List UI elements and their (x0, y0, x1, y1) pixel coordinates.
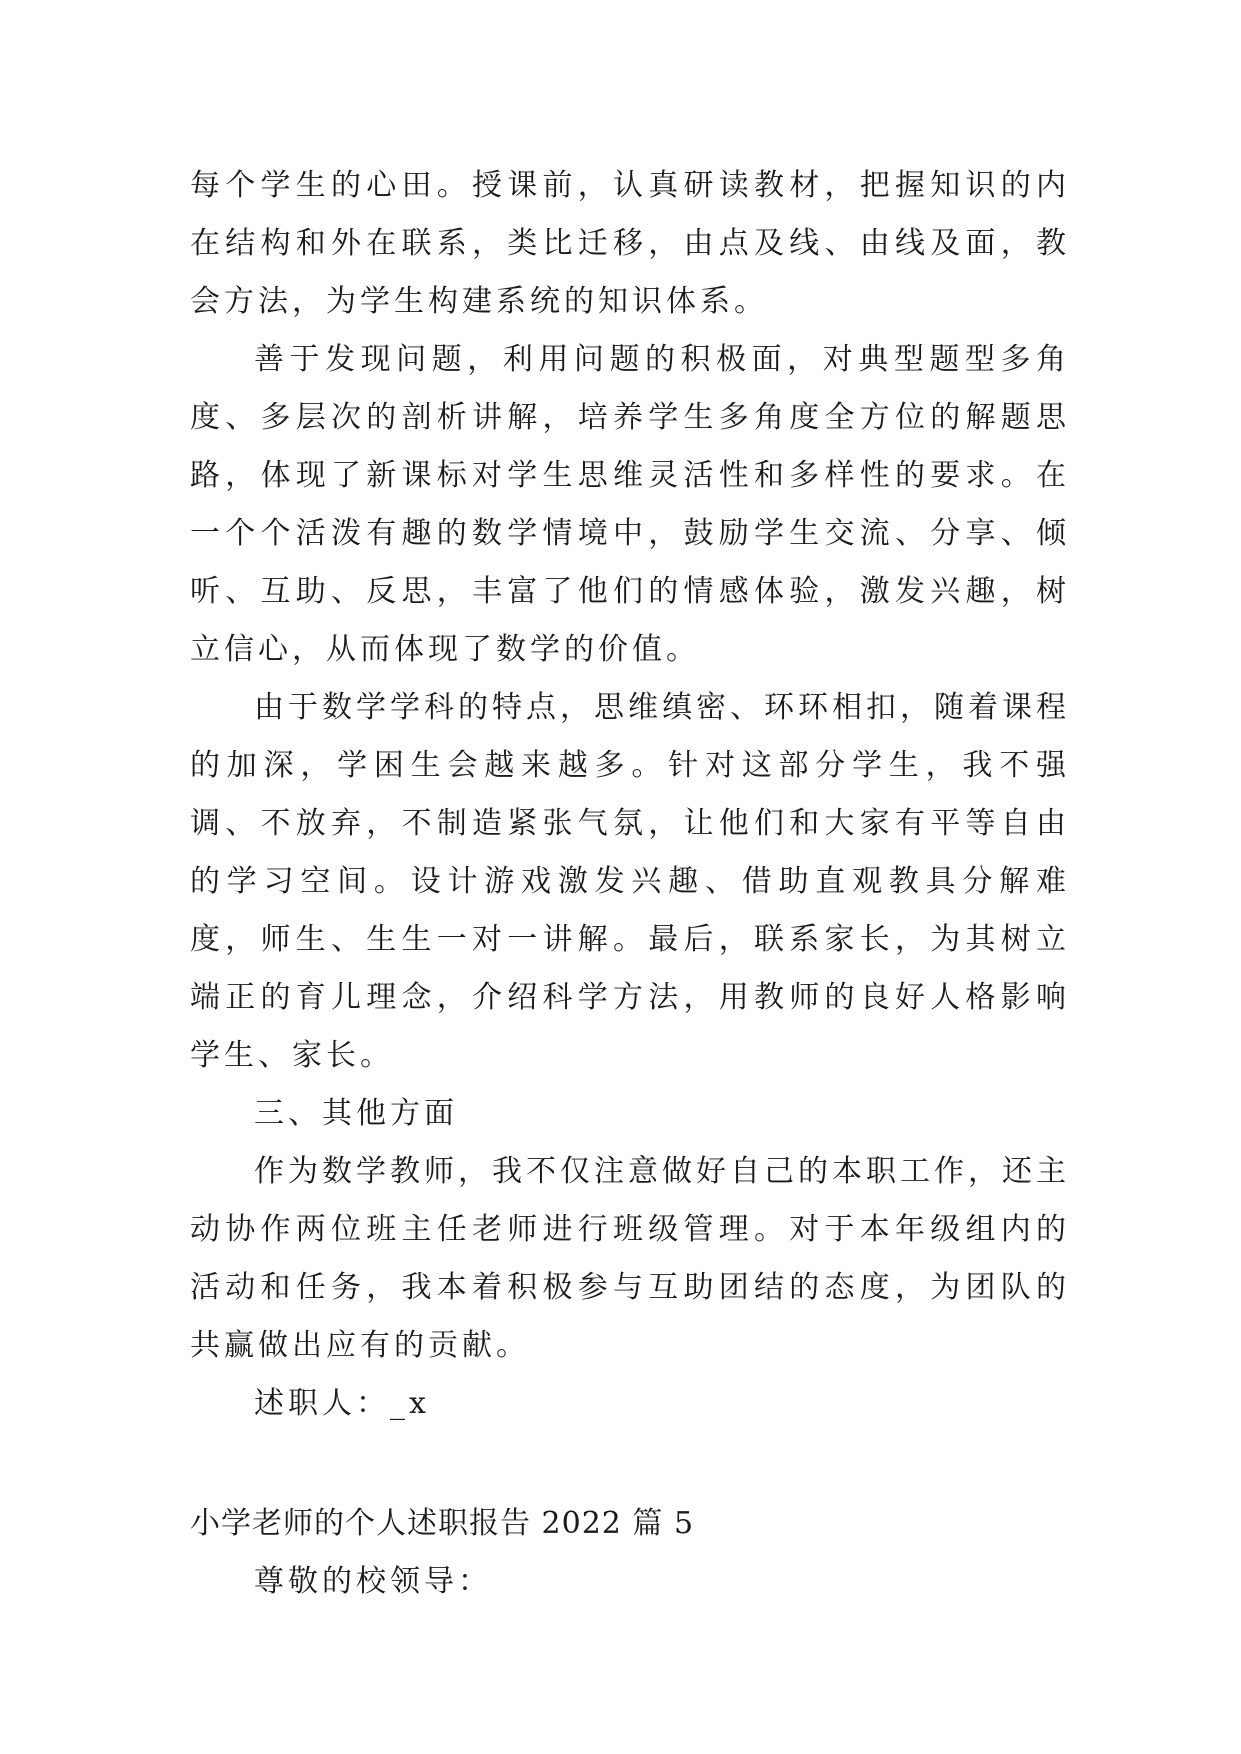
signature-line: 述职人：_x (254, 1386, 430, 1421)
section-gap (190, 1433, 1070, 1495)
section-heading-other-aspects: 三、其他方面 (254, 1096, 458, 1131)
paragraph-struggling-students: 由于数学学科的特点，思维缜密、环环相扣，随着课程的加深，学困生会越来越多。针对这部分学生，我不强调、不放弃，不制造紧张气氛，让他们和大家有平等自由的学习空间。设计游戏激发兴趣、借助直观教具分解难度，师生、生生一对一讲解。最后，联系家长，为其树立端正的育儿理念，介绍科学方法，用教师的良好人格影响学生、家长。 (190, 690, 1070, 1073)
paragraph-teamwork: 作为数学教师，我不仅注意做好自己的本职工作，还主动协作两位班主任老师进行班级管理。对于本年级组内的活动和任务，我本着积极参与互助团结的态度，为团队的共赢做出应有的贡献。 (190, 1154, 1070, 1363)
paragraph-continuation: 每个学生的心田。授课前，认真研读教材，把握知识的内在结构和外在联系，类比迁移，由点及线、由线及面，教会方法，为学生构建系统的知识体系。 (190, 168, 1070, 319)
document-body (190, 157, 1070, 1611)
salutation: 尊敬的校领导： (254, 1564, 492, 1599)
report-section-title: 小学老师的个人述职报告 2022 篇 5 (190, 1506, 695, 1541)
paragraph-problem-solving: 善于发现问题，利用问题的积极面，对典型题型多角度、多层次的剖析讲解，培养学生多角度全方位的解题思路，体现了新课标对学生思维灵活性和多样性的要求。在一个个活泼有趣的数学情境中，鼓励学生交流、分享、倾听、互助、反思，丰富了他们的情感体验，激发兴趣，树立信心，从而体现了数学的价值。 (190, 342, 1070, 667)
